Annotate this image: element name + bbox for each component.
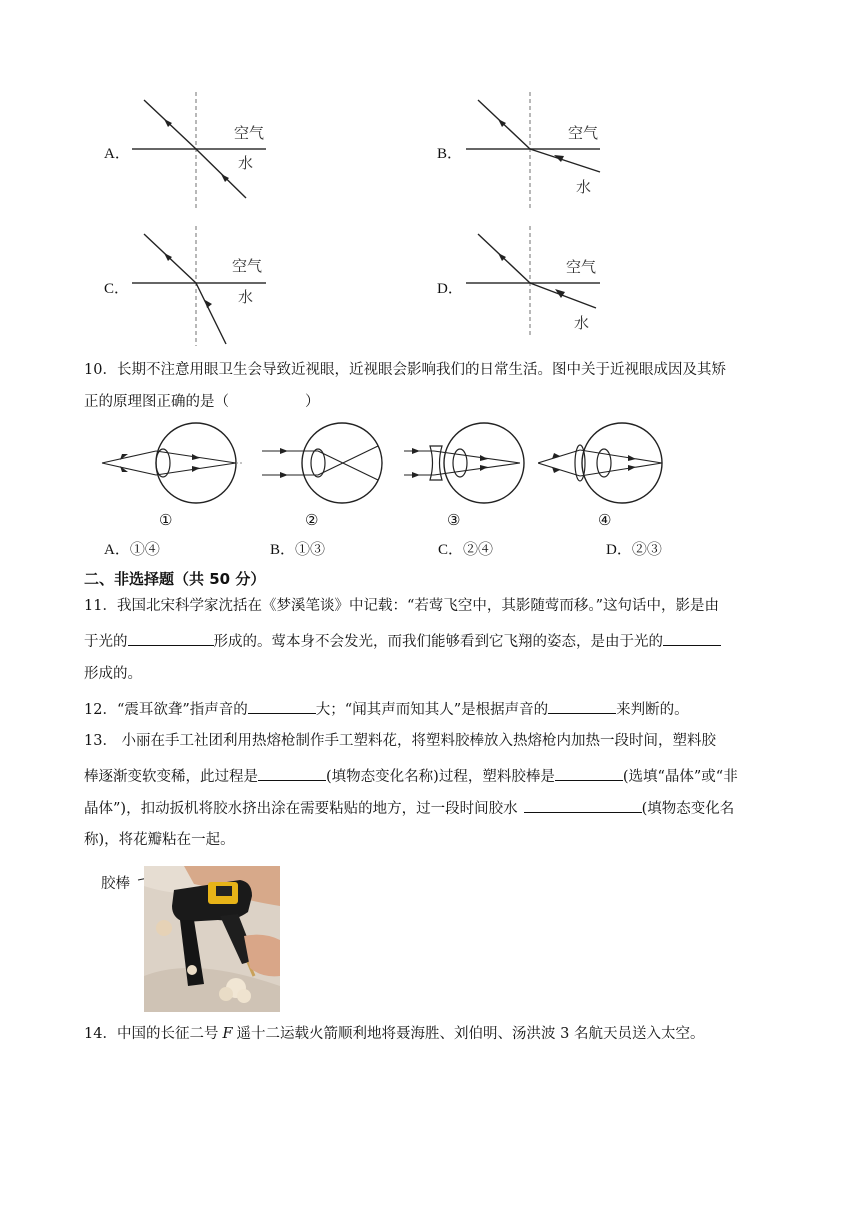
q13-line2: 棒逐渐变软变稀，此过程是 (填物态变化名称)过程，塑料胶棒是 (选填“晶体”或“非	[84, 765, 738, 787]
answer-blank[interactable]	[258, 765, 326, 781]
answer-blank[interactable]	[548, 698, 616, 714]
q14-line: 14．中国的长征二号 F 遥十二运载火箭顺利地将聂海胜、刘伯明、汤洪波 3 名航天员送入太空。	[84, 1026, 705, 1042]
svg-text:水: 水	[238, 288, 254, 306]
answer-blank[interactable]	[248, 698, 316, 714]
option-letter: D．	[437, 281, 463, 297]
svg-text:空气: 空气	[232, 257, 263, 275]
eye-label-2: ②	[305, 513, 319, 529]
option-letter: A．	[104, 146, 130, 162]
answer-blank[interactable]	[128, 630, 214, 646]
q10-stem-line1: 10．长期不注意用眼卫生会导致近视眼，近视眼会影响我们的日常生活。图中关于近视眼成因及其矫	[84, 362, 726, 378]
eye-diagram-1	[100, 418, 250, 510]
option-letter: C．	[104, 281, 130, 297]
q10-choice-c[interactable]: C．②④	[438, 542, 494, 558]
glue-gun-photo	[144, 866, 280, 1012]
answer-blank[interactable]	[555, 765, 623, 781]
eye-label-1: ①	[159, 513, 173, 529]
photo-label: 胶棒	[101, 876, 130, 892]
water-label: 水	[238, 154, 254, 172]
q10-choice-d[interactable]: D．②③	[606, 542, 662, 558]
q11-line1: 11．我国北宋科学家沈括在《梦溪笔谈》中记载：“若莺飞空中，其影随莺而移。”这句话中，影是由	[84, 598, 720, 614]
air-label: 空气	[234, 124, 265, 142]
q13-line3: 晶体”)，扣动扳机将胶水挤出涂在需要粘贴的地方，过一段时间胶水 (填物态变化名	[84, 797, 734, 819]
section-heading: 二、非选择题（共 50 分）	[84, 570, 266, 588]
refraction-diagram-b	[462, 92, 612, 212]
eye-diagram-4	[538, 418, 668, 510]
answer-blank[interactable]	[524, 797, 642, 813]
q11-line3: 形成的。	[84, 666, 142, 682]
q11-line2: 于光的 形成的。莺本身不会发光，而我们能够看到它飞翔的姿态，是由于光的	[84, 630, 721, 652]
refraction-diagram-d	[462, 226, 612, 338]
eye-label-4: ④	[598, 513, 612, 529]
q10-choice-b[interactable]: B．①③	[270, 542, 326, 558]
refraction-diagram-a	[128, 92, 278, 212]
refraction-diagram-c	[128, 226, 278, 348]
svg-text:水: 水	[574, 314, 590, 332]
eye-diagram-3	[404, 418, 534, 510]
eye-label-3: ③	[447, 513, 461, 529]
q13-line1: 13． 小丽在手工社团利用热熔枪制作手工塑料花，将塑料胶棒放入热熔枪内加热一段时间，塑料胶	[84, 733, 717, 749]
q13-line4: 称)，将花瓣粘在一起。	[84, 832, 235, 848]
q12-line: 12．“震耳欲聋”指声音的 大；“闻其声而知其人”是根据声音的 来判断的。	[84, 698, 689, 720]
q10-choice-a[interactable]: A．①④	[104, 542, 160, 558]
svg-text:水: 水	[576, 178, 592, 196]
answer-blank[interactable]	[663, 630, 721, 646]
option-letter: B．	[437, 146, 463, 162]
q10-stem-line2: 正的原理图正确的是（ ）	[84, 394, 320, 410]
svg-text:空气: 空气	[568, 124, 599, 142]
svg-text:空气: 空气	[566, 258, 597, 276]
eye-diagram-2	[262, 418, 392, 510]
